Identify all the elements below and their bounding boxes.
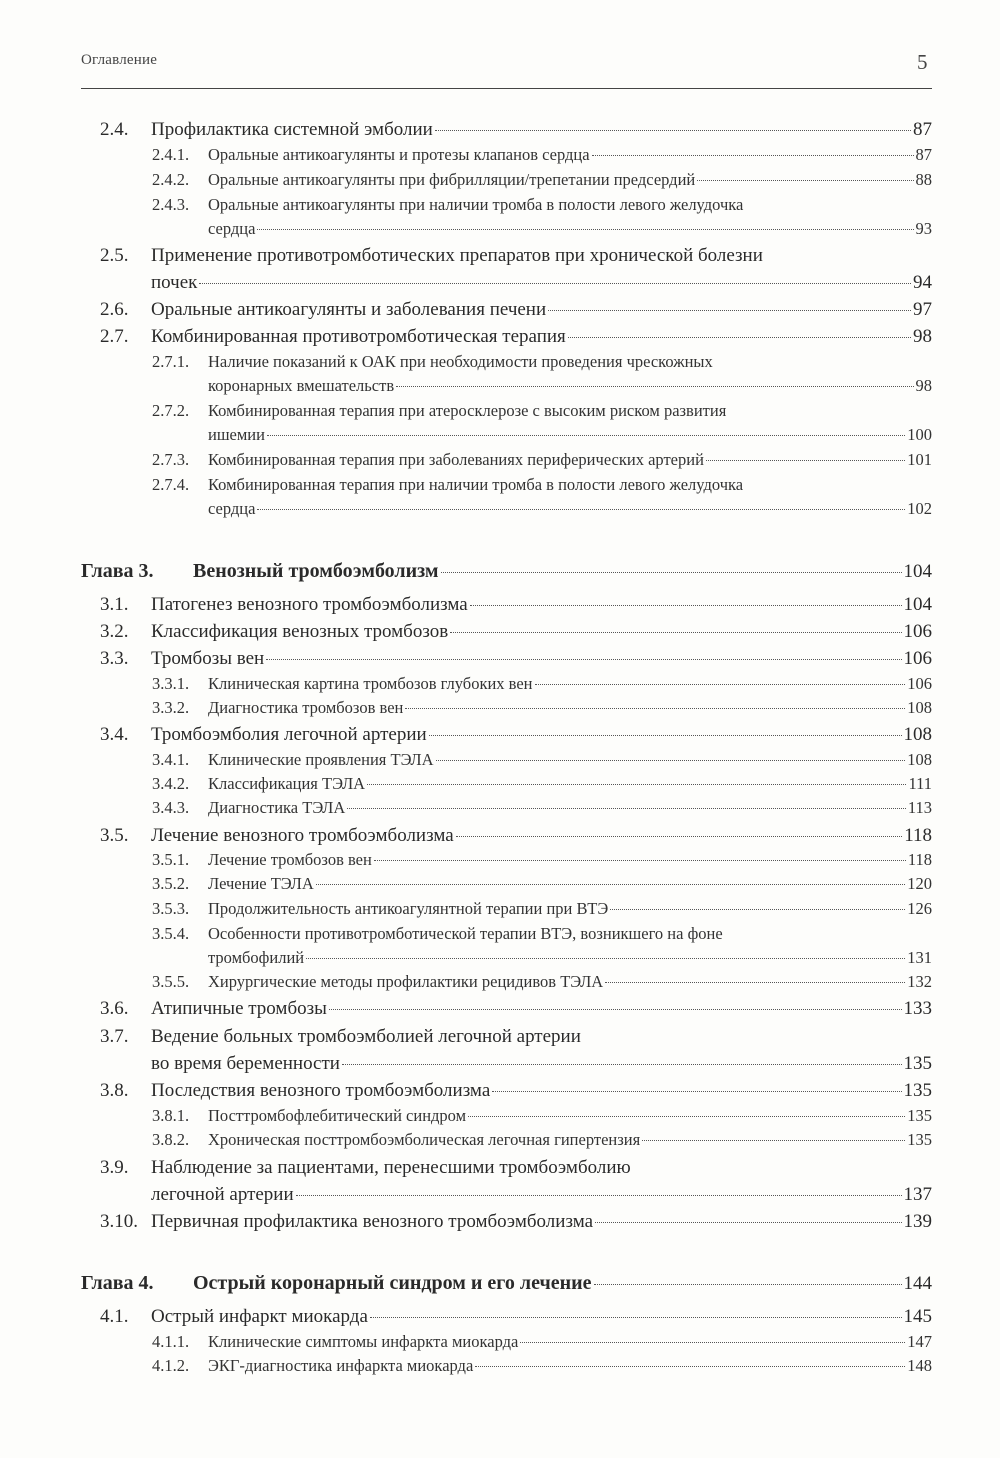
toc-page: 94	[913, 272, 932, 293]
toc-entry[interactable]	[100, 594, 932, 620]
toc-subentry[interactable]	[152, 1130, 932, 1156]
toc-title-continuation: во время беременности	[151, 1053, 340, 1074]
toc-entry[interactable]	[100, 621, 932, 647]
toc-number: 3.7.	[100, 1026, 129, 1047]
dot-leader	[610, 909, 905, 910]
toc-title: Особенности противотромботической терапии ВТЭ, возникшего на фоне	[208, 924, 723, 943]
dot-leader	[605, 982, 905, 983]
toc-page: 120	[907, 874, 932, 893]
dot-leader	[370, 1317, 902, 1318]
header-divider	[81, 88, 932, 89]
toc-subentry-continuation[interactable]	[208, 948, 932, 974]
dot-leader	[468, 1116, 905, 1117]
toc-title: Оральные антикоагулянты при наличии тромба в полости левого желудочка	[208, 195, 744, 214]
toc-title: Клинические симптомы инфаркта миокарда	[208, 1332, 519, 1351]
toc-number: 3.4.2.	[152, 774, 190, 793]
toc-title: Хирургические методы профилактики рецидивов ТЭЛА	[208, 972, 604, 991]
toc-title: Диагностика ТЭЛА	[208, 798, 346, 817]
toc-title: Оральные антикоагулянты и протезы клапанов сердца	[208, 145, 590, 164]
toc-subentry[interactable]	[152, 1106, 932, 1132]
toc-subentry[interactable]	[152, 972, 932, 998]
toc-number: 3.10.	[100, 1211, 138, 1232]
toc-page: 108	[907, 698, 932, 717]
chapter-number: Глава 3.	[81, 560, 154, 582]
toc-number: 3.4.1.	[152, 750, 190, 769]
toc-title: Патогенез венозного тромбоэмболизма	[151, 594, 468, 615]
toc-title: Атипичные тромбозы	[151, 998, 327, 1019]
toc-subentry[interactable]	[152, 170, 932, 196]
toc-page: 144	[903, 1273, 932, 1294]
toc-number: 3.8.	[100, 1080, 129, 1101]
toc-entry[interactable]	[100, 998, 932, 1024]
dot-leader	[267, 435, 905, 436]
chapter-title: Острый коронарный синдром и его лечение	[193, 1272, 592, 1294]
toc-number: 3.5.2.	[152, 874, 190, 893]
toc-title: Наличие показаний к ОАК при необходимости проведения чрескожных	[208, 352, 713, 371]
toc-subentry[interactable]	[152, 401, 932, 427]
toc-page: 87	[915, 145, 932, 164]
toc-number: 4.1.	[100, 1306, 129, 1327]
toc-number: 4.1.2.	[152, 1356, 190, 1375]
dot-leader	[367, 784, 906, 785]
toc-number: 3.5.5.	[152, 972, 190, 991]
dot-leader	[257, 229, 913, 230]
toc-number: 3.5.4.	[152, 924, 190, 943]
toc-title: Применение противотромботических препаратов при хронической болезни	[151, 245, 763, 266]
toc-entry-continuation[interactable]	[151, 1184, 932, 1210]
toc-page: 108	[903, 724, 932, 745]
toc-number: 3.4.	[100, 724, 129, 745]
toc-title: Комбинированная терапия при заболеваниях периферических артерий	[208, 450, 704, 469]
toc-title: Последствия венозного тромбоэмболизма	[151, 1080, 491, 1101]
toc-title: Комбинированная терапия при атеросклерозе с высоким риском развития	[208, 401, 727, 420]
toc-title-continuation: коронарных вмешательств	[208, 376, 395, 395]
toc-subentry-continuation[interactable]	[208, 219, 932, 245]
toc-subentry[interactable]	[152, 1356, 932, 1382]
toc-title: Ведение больных тромбоэмболией легочной артерии	[151, 1026, 581, 1047]
toc-page: 147	[907, 1332, 932, 1351]
toc-page: 135	[903, 1080, 932, 1101]
toc-page: 102	[907, 499, 932, 518]
toc-page: 145	[903, 1306, 932, 1327]
toc-subentry[interactable]	[152, 750, 932, 776]
dot-leader	[548, 310, 911, 311]
toc-subentry[interactable]	[152, 798, 932, 824]
running-header-title: Оглавление	[81, 52, 158, 68]
toc-page: 93	[915, 219, 932, 238]
toc-title: Клиническая картина тромбозов глубоких вен	[208, 674, 533, 693]
toc-page: 106	[903, 621, 932, 642]
toc-title-continuation: почек	[151, 272, 198, 293]
toc-page: 139	[903, 1211, 932, 1232]
toc-subentry[interactable]	[152, 874, 932, 900]
toc-page: 131	[907, 948, 932, 967]
toc-number: 3.3.1.	[152, 674, 190, 693]
toc-page: 137	[903, 1184, 932, 1205]
dot-leader	[306, 958, 905, 959]
toc-title: ЭКГ-диагностика инфаркта миокарда	[208, 1356, 474, 1375]
toc-entry[interactable]	[100, 1157, 932, 1183]
toc-number: 4.1.1.	[152, 1332, 190, 1351]
toc-title: Тромбозы вен	[151, 648, 265, 669]
toc-entry[interactable]	[100, 1026, 932, 1052]
toc-title-continuation: сердца	[208, 219, 256, 238]
toc-page: 104	[903, 561, 932, 582]
toc-page: 118	[904, 825, 932, 846]
toc-title: Лечение венозного тромбоэмболизма	[151, 825, 454, 846]
toc-subentry[interactable]	[152, 899, 932, 925]
toc-page: 88	[915, 170, 932, 189]
toc-entry[interactable]	[100, 1211, 932, 1237]
toc-title-continuation: легочной артерии	[151, 1184, 294, 1205]
toc-title: Острый инфаркт миокарда	[151, 1306, 368, 1327]
toc-page: 97	[913, 299, 932, 320]
toc-subentry[interactable]	[152, 698, 932, 724]
dot-leader	[592, 155, 914, 156]
toc-page: 98	[913, 326, 932, 347]
toc-entry[interactable]	[100, 245, 932, 271]
dot-leader	[475, 1366, 905, 1367]
toc-page: 106	[903, 648, 932, 669]
dot-leader	[594, 1284, 902, 1285]
chapter-title: Венозный тромбоэмболизм	[193, 560, 439, 582]
dot-leader	[568, 337, 911, 338]
dot-leader	[535, 684, 906, 685]
toc-page: 100	[907, 425, 932, 444]
toc-chapter[interactable]	[81, 1272, 932, 1298]
toc-subentry-continuation[interactable]	[208, 499, 932, 525]
toc-title: Оральные антикоагулянты при фибрилляции/трепетании предсердий	[208, 170, 696, 189]
toc-page: 118	[907, 850, 932, 869]
toc-subentry[interactable]	[152, 450, 932, 476]
toc-entry[interactable]	[100, 825, 932, 851]
dot-leader	[456, 836, 903, 837]
dot-leader	[405, 708, 905, 709]
toc-entry[interactable]	[100, 1306, 932, 1332]
toc-page: 132	[907, 972, 932, 991]
toc-number: 2.4.1.	[152, 145, 190, 164]
toc-page: 148	[907, 1356, 932, 1375]
toc-subentry[interactable]	[152, 674, 932, 700]
toc-number: 2.7.3.	[152, 450, 190, 469]
toc-chapter[interactable]	[81, 560, 932, 586]
toc-entry[interactable]	[100, 299, 932, 325]
toc-page: 106	[907, 674, 932, 693]
toc-title: Оральные антикоагулянты и заболевания печени	[151, 299, 547, 320]
toc-subentry[interactable]	[152, 195, 932, 221]
toc-number: 2.7.1.	[152, 352, 190, 371]
toc-number: 2.6.	[100, 299, 129, 320]
toc-number: 3.9.	[100, 1157, 129, 1178]
toc-subentry[interactable]	[152, 924, 932, 950]
dot-leader	[697, 180, 913, 181]
toc-number: 2.7.2.	[152, 401, 190, 420]
toc-number: 3.2.	[100, 621, 129, 642]
dot-leader	[316, 884, 905, 885]
toc-subentry[interactable]	[152, 850, 932, 876]
toc-page: 135	[907, 1106, 932, 1125]
toc-title: Классификация ТЭЛА	[208, 774, 366, 793]
toc-entry[interactable]	[100, 119, 932, 145]
toc-title: Первичная профилактика венозного тромбоэмболизма	[151, 1211, 594, 1232]
dot-leader	[450, 632, 901, 633]
toc-subentry-continuation[interactable]	[208, 376, 932, 402]
dot-leader	[492, 1091, 901, 1092]
toc-title: Диагностика тромбозов вен	[208, 698, 404, 717]
toc-number: 2.7.4.	[152, 475, 190, 494]
toc-subentry[interactable]	[152, 774, 932, 800]
toc-subentry[interactable]	[152, 1332, 932, 1358]
dot-leader	[347, 808, 906, 809]
toc-page: 111	[908, 774, 932, 793]
toc-number: 3.3.2.	[152, 698, 190, 717]
toc-subentry-continuation[interactable]	[208, 425, 932, 451]
toc-title: Наблюдение за пациентами, перенесшими тромбоэмболию	[151, 1157, 631, 1178]
dot-leader	[329, 1009, 902, 1010]
dot-leader	[266, 659, 901, 660]
toc-title: Комбинированная противотромботическая терапия	[151, 326, 566, 347]
toc-number: 2.5.	[100, 245, 129, 266]
toc-number: 2.4.2.	[152, 170, 190, 189]
dot-leader	[520, 1342, 905, 1343]
toc-title: Профилактика системной эмболии	[151, 119, 433, 140]
toc-page: 126	[907, 899, 932, 918]
toc-subentry[interactable]	[152, 145, 932, 171]
toc-page: 113	[907, 798, 932, 817]
toc-number: 3.1.	[100, 594, 129, 615]
dot-leader	[342, 1064, 902, 1065]
toc-title-continuation: ишемии	[208, 425, 265, 444]
dot-leader	[470, 605, 902, 606]
toc-number: 2.4.	[100, 119, 129, 140]
toc-number: 3.8.1.	[152, 1106, 190, 1125]
toc-page: 108	[907, 750, 932, 769]
toc-number: 3.5.1.	[152, 850, 190, 869]
dot-leader	[441, 572, 902, 573]
toc-title: Тромбоэмболия легочной артерии	[151, 724, 427, 745]
dot-leader	[199, 283, 911, 284]
toc-subentry[interactable]	[152, 352, 932, 378]
dot-leader	[706, 460, 905, 461]
toc-number: 3.8.2.	[152, 1130, 190, 1149]
toc-number: 3.4.3.	[152, 798, 190, 817]
toc-entry[interactable]	[100, 1080, 932, 1106]
dot-leader	[436, 760, 906, 761]
toc-title: Хроническая посттромбоэмболическая легочная гипертензия	[208, 1130, 641, 1149]
toc-number: 3.5.	[100, 825, 129, 846]
toc-title-continuation: тромбофилий	[208, 948, 305, 967]
toc-title: Продолжительность антикоагулянтной терапии при ВТЭ	[208, 899, 609, 918]
toc-page: 98	[915, 376, 932, 395]
toc-entry[interactable]	[100, 648, 932, 674]
toc-title: Посттромбофлебитический синдром	[208, 1106, 467, 1125]
dot-leader	[595, 1222, 901, 1223]
toc-page: 135	[903, 1053, 932, 1074]
dot-leader	[435, 130, 911, 131]
toc-title: Лечение ТЭЛА	[208, 874, 314, 893]
toc-title: Клинические проявления ТЭЛА	[208, 750, 434, 769]
toc-entry-continuation[interactable]	[151, 272, 932, 298]
toc-title: Классификация венозных тромбозов	[151, 621, 449, 642]
dot-leader	[296, 1195, 902, 1196]
toc-number: 2.4.3.	[152, 195, 190, 214]
toc-number: 2.7.	[100, 326, 129, 347]
toc-title: Лечение тромбозов вен	[208, 850, 372, 869]
toc-entry-continuation[interactable]	[151, 1053, 932, 1079]
dot-leader	[429, 735, 902, 736]
toc-page: 101	[907, 450, 932, 469]
toc-page: 133	[903, 998, 932, 1019]
toc-subentry[interactable]	[152, 475, 932, 501]
toc-title: Комбинированная терапия при наличии тромба в полости левого желудочка	[208, 475, 744, 494]
chapter-number: Глава 4.	[81, 1272, 154, 1294]
dot-leader	[257, 509, 905, 510]
dot-leader	[642, 1140, 905, 1141]
toc-entry[interactable]	[100, 724, 932, 750]
toc-number: 3.6.	[100, 998, 129, 1019]
toc-entry[interactable]	[100, 326, 932, 352]
toc-number: 3.3.	[100, 648, 129, 669]
page-number: 5	[917, 50, 928, 74]
toc-page: 104	[903, 594, 932, 615]
toc-number: 3.5.3.	[152, 899, 190, 918]
toc-page: 87	[913, 119, 932, 140]
toc-page: 135	[907, 1130, 932, 1149]
dot-leader	[374, 860, 906, 861]
dot-leader	[396, 386, 913, 387]
toc-title-continuation: сердца	[208, 499, 256, 518]
